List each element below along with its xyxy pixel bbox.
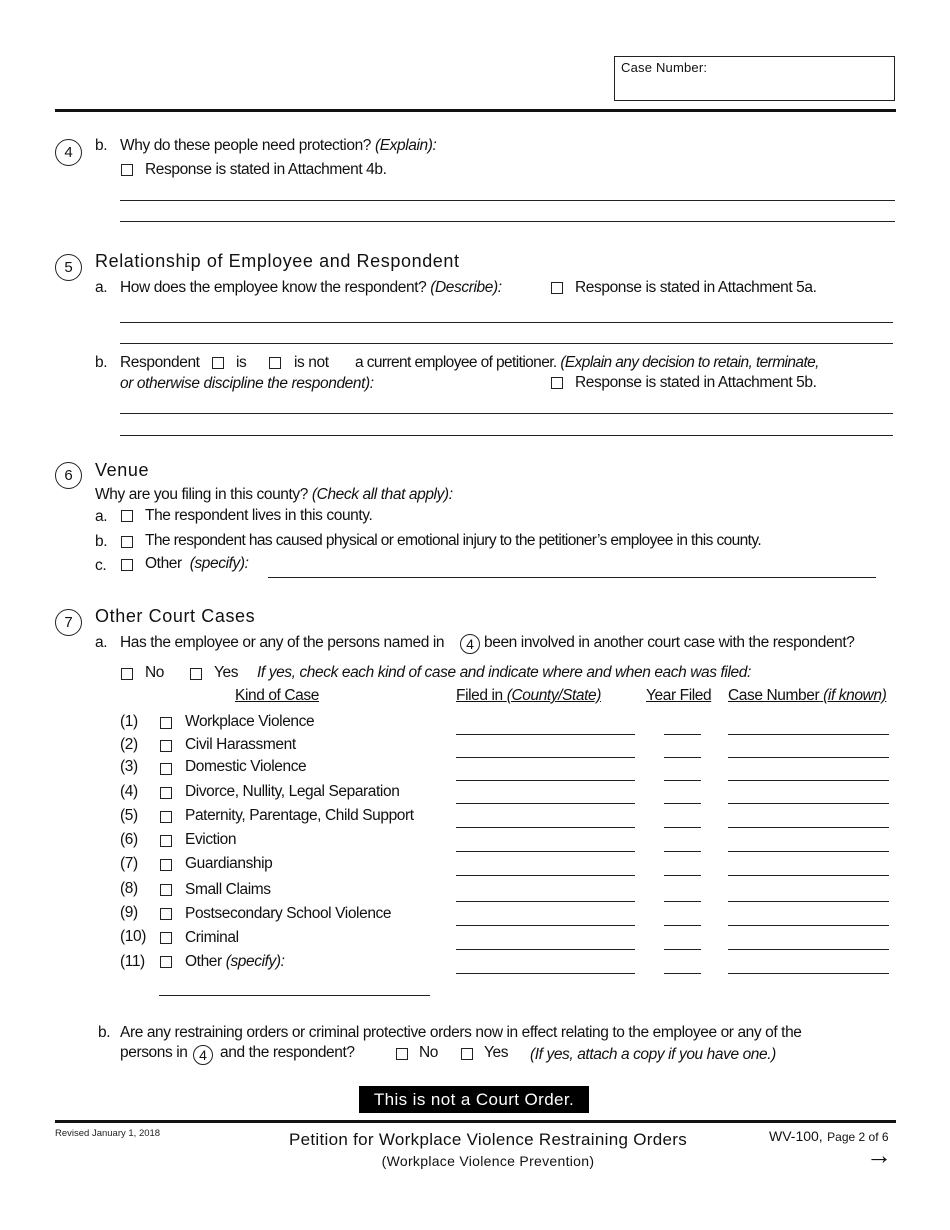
case-number-label: Case Number: (621, 60, 708, 75)
case-row-case-number-line[interactable] (728, 780, 889, 781)
case-row-case-number-line[interactable] (728, 851, 889, 852)
s5-a-letter: a. (95, 279, 108, 296)
col-case-number-note: (if known) (823, 687, 887, 704)
case-row-checkbox[interactable] (160, 884, 172, 896)
s6-question (95, 485, 453, 505)
case-row-number: (10) (120, 928, 146, 945)
case-row-case-number-line[interactable] (728, 901, 889, 902)
s4-b-question-text: Why do these people need protection? (120, 137, 372, 154)
case-row-label: Domestic Violence (185, 758, 307, 775)
s7-b-line1: Are any restraining orders or criminal protective orders now in effect relating to the employee or any of the (120, 1024, 802, 1041)
protective-orders-no-checkbox[interactable] (396, 1048, 408, 1060)
other-cases-yes-checkbox[interactable] (190, 668, 202, 680)
case-row-specify-note: (specify): (225, 953, 285, 970)
case-other-specify-line[interactable] (159, 995, 430, 996)
case-row-filed-in-line[interactable] (456, 757, 635, 758)
section-4-number: 4 (55, 139, 82, 166)
case-row-filed-in-line[interactable] (456, 973, 635, 974)
case-row-year-line[interactable] (664, 803, 701, 804)
other-cases-if-yes: If yes, check each kind of case and indicate where and when each was filed: (257, 664, 751, 681)
case-row-label: Eviction (185, 831, 237, 848)
case-row-checkbox[interactable] (160, 740, 172, 752)
s5-a-describe: (Describe): (430, 279, 502, 296)
header-rule (55, 109, 896, 112)
s6-b-letter: b. (95, 533, 108, 550)
protective-orders-yes-checkbox[interactable] (461, 1048, 473, 1060)
case-row-year-line[interactable] (664, 851, 701, 852)
case-row-label: Divorce, Nullity, Legal Separation (185, 783, 400, 800)
next-page-arrow-icon[interactable]: → (866, 1140, 892, 1170)
case-row-year-line[interactable] (664, 875, 701, 876)
case-row-number: (8) (120, 880, 138, 897)
col-year-filed: Year Filed (646, 687, 712, 704)
case-row-number: (3) (120, 758, 138, 775)
case-row-checkbox[interactable] (160, 811, 172, 823)
s5b-answer-line-2[interactable] (120, 435, 893, 436)
case-row-number: (7) (120, 855, 138, 872)
respondent-is-label: is (236, 354, 247, 371)
s5-b-explain-1: (Explain any decision to retain, terminate, (560, 354, 819, 371)
s5-b-letter: b. (95, 354, 108, 371)
case-row-filed-in-line[interactable] (456, 780, 635, 781)
attachment-5a-label: Response is stated in Attachment 5a. (575, 279, 817, 296)
footer-revised: Revised January 1, 2018 (55, 1128, 161, 1139)
case-number-box[interactable] (614, 56, 895, 101)
col-filed-in-text: Filed in (456, 687, 503, 704)
case-row-number: (1) (120, 713, 138, 730)
case-row-filed-in-line[interactable] (456, 925, 635, 926)
s7-a-question-post: been involved in another court case with the respondent? (484, 634, 855, 651)
col-case-number-text: Case Number (728, 687, 820, 704)
attachment-5b-checkbox[interactable] (551, 377, 563, 389)
case-row-case-number-line[interactable] (728, 925, 889, 926)
case-row-filed-in-line[interactable] (456, 949, 635, 950)
case-row-case-number-line[interactable] (728, 827, 889, 828)
case-row-year-line[interactable] (664, 734, 701, 735)
section-7-number: 7 (55, 609, 82, 636)
case-row-label: Civil Harassment (185, 736, 296, 753)
respondent-is-not-label: is not (294, 354, 329, 371)
s4-answer-line-1[interactable] (120, 200, 895, 201)
case-row-checkbox[interactable] (160, 908, 172, 920)
case-row-number: (6) (120, 831, 138, 848)
case-row-label (185, 952, 285, 972)
s5-a-question-text: How does the employee know the respondent? (120, 279, 427, 296)
venue-other-specify-line[interactable] (268, 577, 876, 578)
case-row-checkbox[interactable] (160, 835, 172, 847)
s6-question-text: Why are you filing in this county? (95, 486, 308, 503)
case-row-case-number-line[interactable] (728, 875, 889, 876)
section-5-heading: Relationship of Employee and Respondent (95, 251, 460, 271)
s7-b-line2-pre: persons in (120, 1044, 188, 1061)
case-row-case-number-line[interactable] (728, 803, 889, 804)
case-row-year-line[interactable] (664, 780, 701, 781)
case-row-label: Workplace Violence (185, 713, 315, 730)
section-6-number: 6 (55, 462, 82, 489)
case-row-checkbox[interactable] (160, 932, 172, 944)
case-row-filed-in-line[interactable] (456, 734, 635, 735)
venue-lives-label: The respondent lives in this county. (145, 507, 373, 524)
case-row-year-line[interactable] (664, 925, 701, 926)
case-row-label: Small Claims (185, 881, 271, 898)
not-court-order-banner (359, 1086, 589, 1113)
s5-a-question (120, 278, 502, 298)
s7-a-ref-circle: 4 (460, 634, 480, 654)
case-row-number: (4) (120, 783, 138, 800)
case-row-year-line[interactable] (664, 973, 701, 974)
section-5-number: 5 (55, 254, 82, 281)
other-cases-yes-label: Yes (214, 664, 239, 681)
footer-page-number: Page 2 of 6 (827, 1130, 889, 1144)
case-row-year-line[interactable] (664, 901, 701, 902)
col-kind-of-case: Kind of Case (235, 687, 319, 704)
s7-a-question-pre: Has the employee or any of the persons named in (120, 634, 445, 651)
other-cases-no-label: No (145, 664, 165, 681)
attachment-4b-label: Response is stated in Attachment 4b. (145, 161, 387, 178)
s6-a-letter: a. (95, 508, 108, 525)
s6-question-note: (Check all that apply): (311, 486, 453, 503)
s5-b-respondent: Respondent (120, 354, 200, 371)
footer-title: Petition for Workplace Violence Restraining Orders (289, 1130, 687, 1149)
protective-orders-yes-label: Yes (484, 1044, 509, 1061)
protective-orders-no-label: No (419, 1044, 439, 1061)
case-row-checkbox[interactable] (160, 859, 172, 871)
venue-injury-label: The respondent has caused physical or emotional injury to the petitioner’s employee in this county. (145, 532, 762, 549)
case-row-label: Guardianship (185, 855, 273, 872)
case-row-checkbox[interactable] (160, 717, 172, 729)
venue-injury-checkbox[interactable] (121, 536, 133, 548)
case-row-checkbox[interactable] (160, 787, 172, 799)
footer-form-code: WV-100, (769, 1128, 823, 1144)
case-row-case-number-line[interactable] (728, 949, 889, 950)
case-row-label: Criminal (185, 929, 239, 946)
respondent-is-not-checkbox[interactable] (269, 357, 281, 369)
case-row-checkbox[interactable] (160, 763, 172, 775)
s4-b-letter: b. (95, 137, 108, 154)
s7-b-ref-circle: 4 (193, 1045, 213, 1065)
attachment-5a-checkbox[interactable] (551, 282, 563, 294)
case-row-filed-in-line[interactable] (456, 901, 635, 902)
case-row-filed-in-line[interactable] (456, 803, 635, 804)
case-row-filed-in-line[interactable] (456, 851, 635, 852)
col-filed-in (456, 686, 601, 706)
case-row-year-line[interactable] (664, 827, 701, 828)
venue-other-checkbox[interactable] (121, 559, 133, 571)
case-row-number: (11) (120, 953, 145, 970)
section-6-heading: Venue (95, 460, 150, 480)
case-row-number: (2) (120, 736, 138, 753)
not-court-order-text: This is not a Court Order. (373, 1090, 575, 1109)
case-row-filed-in-line[interactable] (456, 827, 635, 828)
s4-b-question (120, 136, 436, 156)
s5-b-explain-2: or otherwise discipline the respondent): (120, 375, 374, 392)
case-row-label: Postsecondary School Violence (185, 905, 392, 922)
s5-b-text (355, 353, 819, 373)
case-row-number: (5) (120, 807, 138, 824)
footer-subtitle: (Workplace Violence Prevention) (381, 1153, 595, 1169)
s6-c-letter: c. (95, 557, 107, 574)
s5b-answer-line-1[interactable] (120, 413, 893, 414)
s5-b-text-main: a current employee of petitioner. (355, 354, 557, 371)
other-cases-no-checkbox[interactable] (121, 668, 133, 680)
footer-rule (55, 1120, 896, 1123)
case-row-label-text: Other (185, 953, 222, 970)
case-row-filed-in-line[interactable] (456, 875, 635, 876)
case-row-case-number-line[interactable] (728, 973, 889, 974)
venue-other-text: Other (145, 555, 182, 572)
col-case-number (728, 686, 886, 706)
case-row-year-line[interactable] (664, 949, 701, 950)
case-row-label: Paternity, Parentage, Child Support (185, 807, 414, 824)
section-7-heading: Other Court Cases (95, 606, 256, 626)
s5a-answer-line-2[interactable] (120, 343, 893, 344)
attachment-4b-checkbox[interactable] (121, 164, 133, 176)
venue-other-label (145, 554, 249, 574)
case-row-checkbox[interactable] (160, 956, 172, 968)
s7-a-letter: a. (95, 634, 108, 651)
s4-b-explain: (Explain): (374, 137, 437, 154)
attachment-5b-label: Response is stated in Attachment 5b. (575, 374, 817, 391)
s7-b-letter: b. (98, 1024, 111, 1041)
s4-answer-line-2[interactable] (120, 221, 895, 222)
case-row-year-line[interactable] (664, 757, 701, 758)
venue-lives-checkbox[interactable] (121, 510, 133, 522)
case-row-case-number-line[interactable] (728, 757, 889, 758)
col-filed-in-note: (County/State) (506, 687, 602, 704)
respondent-is-checkbox[interactable] (212, 357, 224, 369)
venue-other-specify: (specify): (189, 555, 249, 572)
protective-orders-note: (If yes, attach a copy if you have one.) (530, 1046, 776, 1063)
s7-b-line2-post: and the respondent? (220, 1044, 355, 1061)
case-row-case-number-line[interactable] (728, 734, 889, 735)
case-row-number: (9) (120, 904, 138, 921)
s5a-answer-line-1[interactable] (120, 322, 893, 323)
